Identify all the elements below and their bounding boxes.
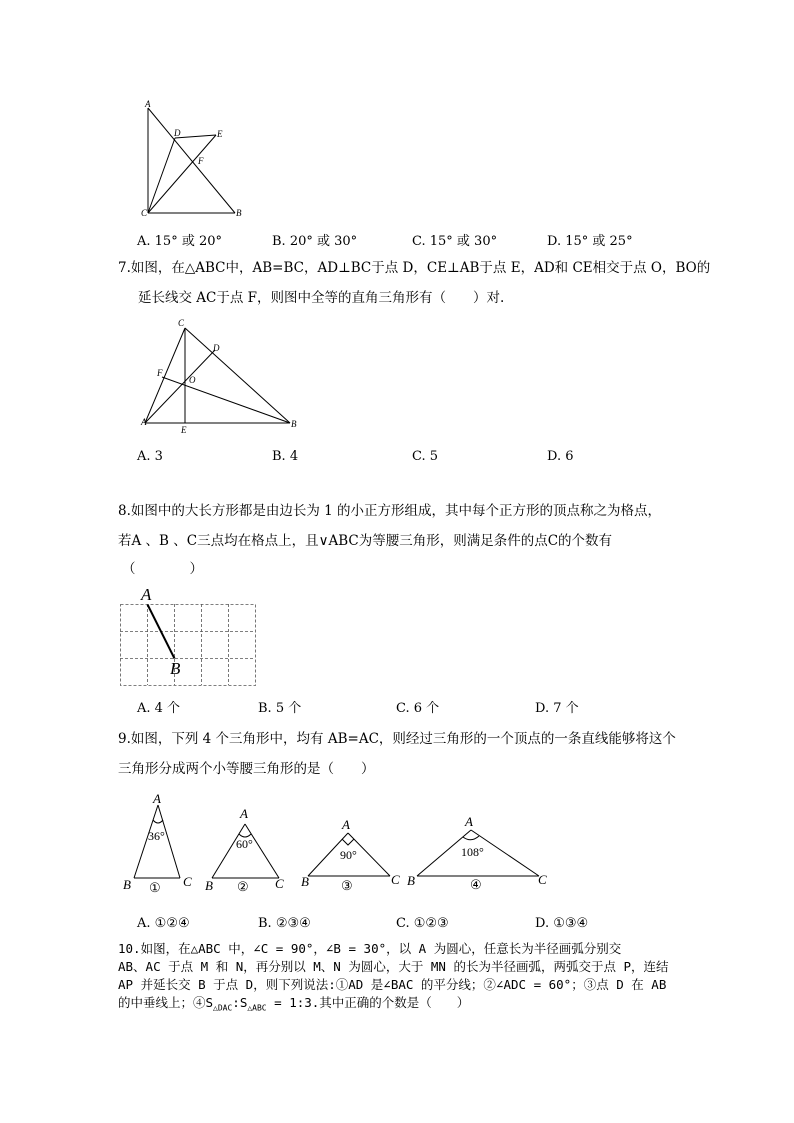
q9-t3-number: ③ <box>341 879 353 894</box>
q8-option-b[interactable]: B. 5 个 <box>258 701 302 716</box>
q7-option-b[interactable]: B. 4 <box>272 449 299 464</box>
q6-label-f: F <box>198 156 204 166</box>
q9-t1-right-label: C <box>183 874 192 889</box>
q7-label-f: F <box>157 368 163 378</box>
q10-line4-mid: :S <box>232 995 248 1010</box>
q8-label-a: A <box>141 585 152 604</box>
q8-question-line2: 若A 、B 、C三点均在格点上，且∨ABC为等腰三角形，则满足条件的点C的个数有 <box>118 533 613 549</box>
q6-option-b[interactable]: B. 20° 或 30° <box>272 234 358 249</box>
q10-question-line1: 10.如图，在△ABC 中，∠C = 90°，∠B = 30°，以 A 为圆心，任意长为半径画弧分别交 <box>118 941 622 956</box>
q9-t4-number: ④ <box>470 878 482 893</box>
q9-option-b[interactable]: B. ②③④ <box>258 916 311 931</box>
q8-option-d[interactable]: D. 7 个 <box>535 701 579 716</box>
q9-t1-apex-label: A <box>153 791 161 806</box>
q7-label-e: E <box>181 425 187 435</box>
q6-option-a[interactable]: A. 15° 或 20° <box>137 234 223 249</box>
q9-t4-angle-label: 108° <box>461 845 484 859</box>
q10-question-line4 <box>118 994 469 1018</box>
q9-t2-right-label: C <box>275 876 284 891</box>
q9-t4-apex-label: A <box>465 814 473 829</box>
q6-label-c: C <box>141 208 148 218</box>
q10-line4-post: = 1:3.其中正确的个数是（ ） <box>266 995 470 1010</box>
q10-question-line2: AB、AC 于点 M 和 N，再分别以 M、N 为圆心，大于 MN 的长为半径画弧，两弧交于点 P，连结 <box>118 959 669 974</box>
q7-label-o: O <box>189 375 196 385</box>
q7-question-line1: 7.如图，在△ABC中，AB=BC，AD⊥BC于点 D，CE⊥AB于点 E，AD和 CE相交于点 O，BO的 <box>118 260 711 276</box>
q9-question-line2: 三角形分成两个小等腰三角形的是（ ） <box>118 761 375 777</box>
q8-option-a[interactable]: A. 4 个 <box>137 701 181 716</box>
q6-label-d: D <box>174 128 181 138</box>
q9-t2-apex-label: A <box>240 806 248 821</box>
q7-label-a: A <box>141 417 147 427</box>
q9-t2-angle-label: 60° <box>236 837 253 851</box>
q9-question-line1: 9.如图，下列 4 个三角形中，均有 AB=AC，则经过三角形的一个顶点的一条直线能够将这个 <box>118 731 676 747</box>
q7-figure <box>140 320 300 430</box>
q8-option-c[interactable]: C. 6 个 <box>396 701 440 716</box>
q6-label-a: A <box>145 99 151 109</box>
q9-t1-left-label: B <box>123 877 131 892</box>
q9-t1-angle-label: 36° <box>148 829 165 843</box>
q7-label-d: D <box>213 343 220 353</box>
q9-t1-number: ① <box>149 881 161 896</box>
q8-question-line3: （ ） <box>122 561 203 577</box>
q8-question-line1: 8.如图中的大长方形都是由边长为 1 的小正方形组成，其中每个正方形的顶点称之为格点， <box>118 503 662 519</box>
q6-option-c[interactable]: C. 15° 或 30° <box>412 234 498 249</box>
q9-t4-left-label: B <box>407 873 415 888</box>
q9-t4-right-label: C <box>538 872 547 887</box>
q9-t2-left-label: B <box>205 878 213 893</box>
q7-option-d[interactable]: D. 6 <box>547 449 574 464</box>
q9-t3-apex-label: A <box>342 817 350 832</box>
q7-question-line2: 延长线交 AC于点 F，则图中全等的直角三角形有（ ）对. <box>138 290 505 306</box>
q9-t2-number: ② <box>237 880 249 895</box>
q9-t3-right-label: C <box>391 872 400 887</box>
q7-option-c[interactable]: C. 5 <box>412 449 439 464</box>
q6-figure <box>140 98 250 223</box>
q9-option-a[interactable]: A. ①②④ <box>137 916 190 931</box>
q7-label-c: C <box>178 318 185 328</box>
q10-line4-pre: 的中垂线上；④S <box>118 995 214 1010</box>
q7-option-a[interactable]: A. 3 <box>137 449 163 464</box>
q8-grid-figure <box>120 604 260 688</box>
q10-sub-abc: △ABC <box>247 1003 267 1013</box>
q9-t3-left-label: B <box>301 874 309 889</box>
q10-sub-dac: △DAC <box>213 1003 233 1013</box>
q8-label-b: B <box>170 659 181 678</box>
q10-question-line3: AP 并延长交 B 于点 D，则下列说法:①AD 是∠BAC 的平分线；②∠ADC = 60°；③点 D 在 AB <box>118 977 667 992</box>
q6-option-d[interactable]: D. 15° 或 25° <box>547 234 633 249</box>
q6-label-e: E <box>217 129 223 139</box>
q6-label-b: B <box>236 208 242 218</box>
q9-option-d[interactable]: D. ①③④ <box>535 916 589 931</box>
q7-label-b: B <box>291 419 297 429</box>
q9-option-c[interactable]: C. ①②③ <box>396 916 449 931</box>
q9-t3-angle-label: 90° <box>340 848 357 862</box>
